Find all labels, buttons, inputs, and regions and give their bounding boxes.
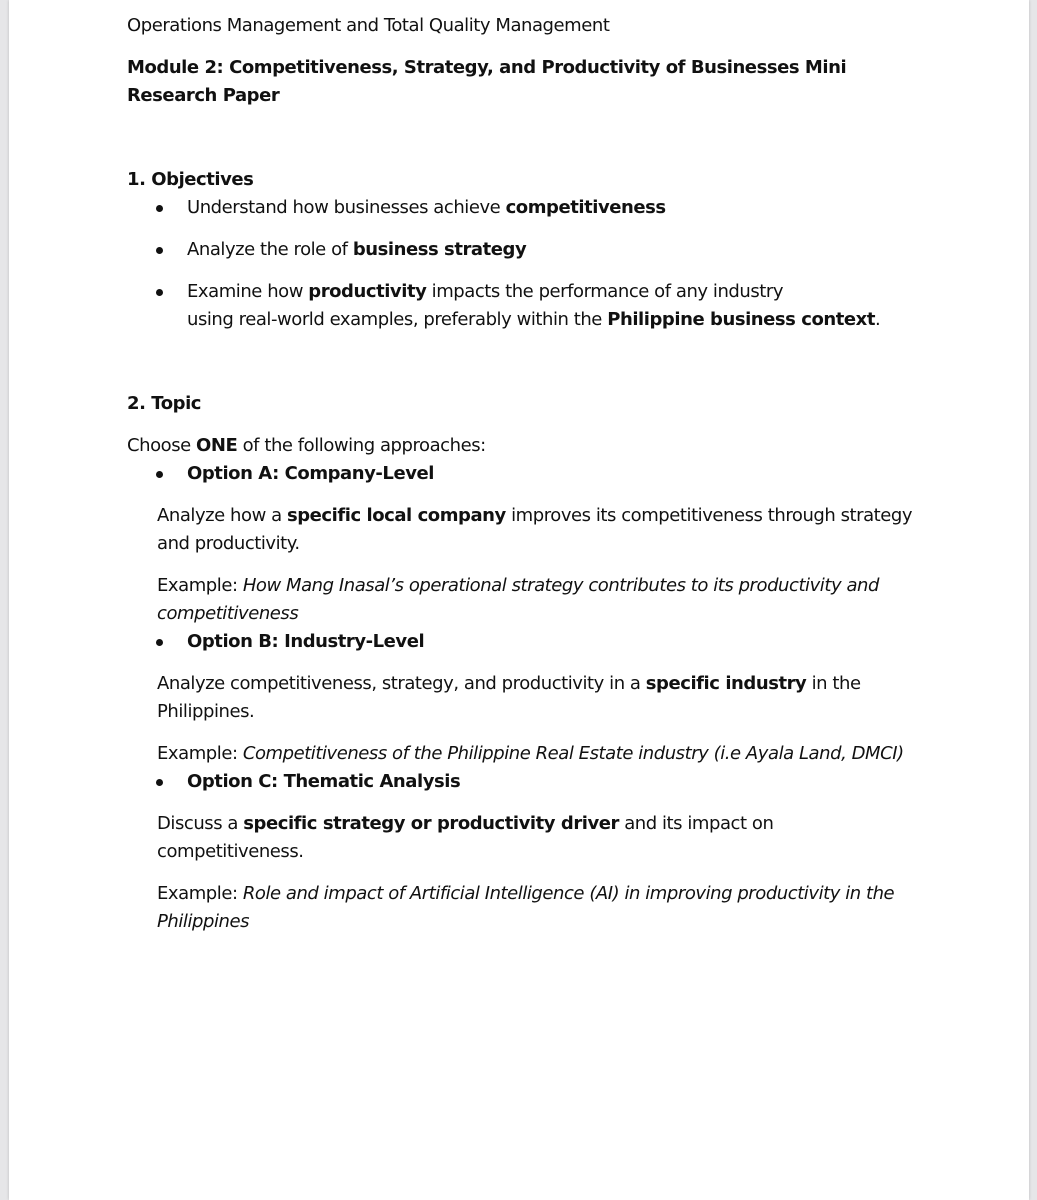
document-content	[127, 12, 917, 936]
option-b	[127, 628, 917, 656]
bullet-icon	[156, 247, 163, 254]
topic-intro: Choose ONE of the following approaches:	[127, 435, 486, 456]
option-b-label: Option B: Industry-Level	[127, 628, 917, 656]
option-c-description: Discuss a specific strategy or productivity driver and its impact on competitiveness.	[157, 813, 774, 862]
document-page	[9, 0, 1029, 1200]
option-a-description: Analyze how a specific local company improves its competitiveness through strategy and productivity.	[157, 505, 913, 554]
bullet-icon	[156, 289, 163, 296]
option-a-example: Example: How Mang Inasal’s operational strategy contributes to its productivity and competitiveness	[157, 575, 879, 624]
bullet-icon	[156, 779, 163, 786]
objectives-heading: 1. Objectives	[127, 169, 254, 190]
list-item: Understand how businesses achieve competitiveness	[127, 194, 917, 222]
topic-heading: 2. Topic	[127, 393, 202, 414]
option-c	[127, 768, 917, 796]
list-item: Analyze the role of business strategy	[127, 236, 917, 264]
option-b-example: Example: Competitiveness of the Philippine Real Estate industry (i.e Ayala Land, DMCI)	[157, 743, 904, 764]
option-c-example: Example: Role and impact of Artificial Intelligence (AI) in improving productivity in the Philippines	[157, 883, 895, 932]
bullet-icon	[156, 639, 163, 646]
option-c-label: Option C: Thematic Analysis	[127, 768, 917, 796]
bullet-icon	[156, 205, 163, 212]
objectives-list	[127, 194, 917, 334]
module-title: Module 2: Competitiveness, Strategy, and Productivity of Businesses Mini Research Paper	[127, 57, 847, 106]
option-a	[127, 460, 917, 488]
list-item: Examine how productivity impacts the performance of any industry using real-world examples, preferably within the Philippine business context.	[127, 278, 917, 334]
course-title: Operations Management and Total Quality Management	[127, 15, 610, 36]
bullet-icon	[156, 471, 163, 478]
option-a-label: Option A: Company-Level	[127, 460, 917, 488]
option-b-description: Analyze competitiveness, strategy, and productivity in a specific industry in the Philippines.	[157, 673, 861, 722]
